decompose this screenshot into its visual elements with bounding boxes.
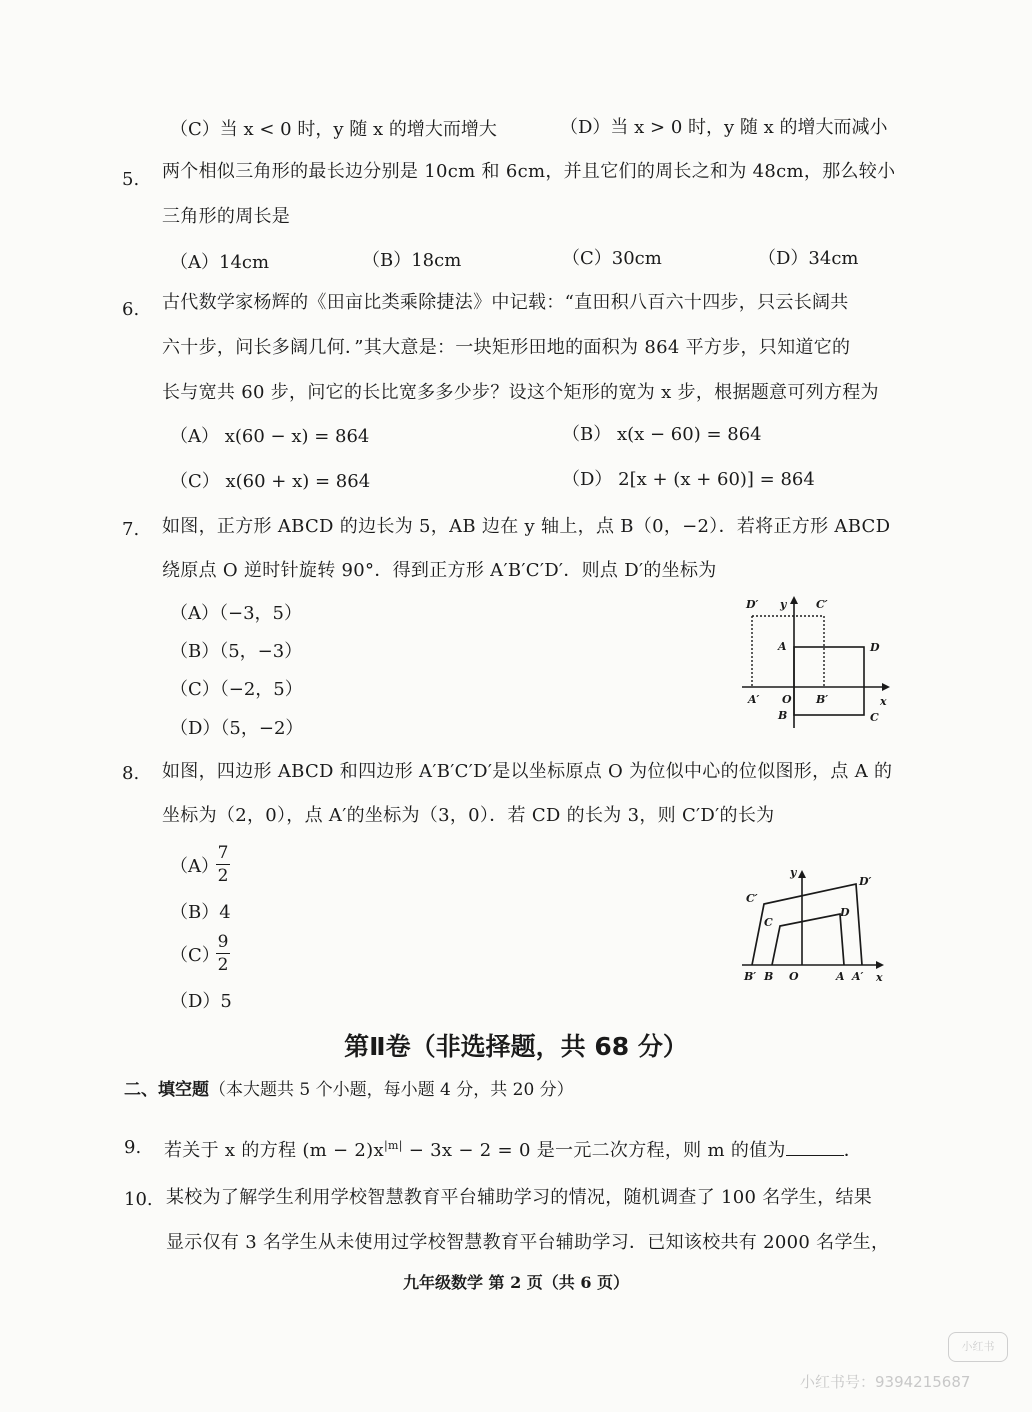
q8-number: 8.	[122, 763, 140, 784]
q7-option-c: （C）（−2，5）	[170, 679, 303, 700]
q8-label-c-prime: C′	[746, 892, 758, 905]
q7-label-b-prime: B′	[816, 693, 829, 706]
q8-text-line-1: 如图，四边形 ABCD 和四边形 A′B′C′D′是以坐标原点 O 为位似中心的位似图形，点 A 的	[162, 761, 893, 782]
q10-text-line-2: 显示仅有 3 名学生从未使用过学校智慧教育平台辅助学习．已知该校共有 2000 名学生，	[166, 1232, 890, 1253]
q8-label-a-prime: A′	[852, 970, 864, 983]
q8-text-line-2: 坐标为（2，0），点 A′的坐标为（3，0）．若 CD 的长为 3，则 C′D′的长为	[162, 805, 775, 826]
q5-option-a: （A）14cm	[170, 252, 270, 273]
q7-label-a: A	[778, 640, 787, 653]
q7-number: 7.	[122, 519, 140, 540]
q7-label-d-prime: D′	[746, 598, 759, 611]
q5-text-line-2: 三角形的周长是	[162, 206, 291, 227]
q7-option-d: （D）（5，−2）	[170, 718, 304, 739]
q7-label-x: x	[880, 695, 887, 708]
q8-label-b-prime: B′	[744, 970, 757, 983]
q8-option-a-denominator: 2	[217, 866, 229, 886]
fill-in-section-header	[124, 1078, 574, 1102]
q9-exponent: |m|	[383, 1139, 403, 1152]
q9-text	[164, 1134, 862, 1163]
q7-option-a: （A）（−3，5）	[170, 603, 302, 624]
q8-option-c-fraction	[216, 932, 230, 975]
q8-quad-abcd	[772, 914, 844, 965]
watermark-logo: 小红书	[948, 1332, 1008, 1362]
q5-option-b: （B）18cm	[362, 250, 462, 271]
page-footer: 九年级数学 第 2 页（共 6 页）	[402, 1273, 630, 1292]
q9-answer-blank	[786, 1137, 844, 1156]
q7-label-o: O	[782, 693, 792, 706]
q8-x-axis-arrow	[876, 961, 884, 969]
q8-y-axis-arrow	[798, 870, 806, 878]
q8-option-c-numerator: 9	[217, 932, 229, 952]
q6-text-line-3: 长与宽共 60 步，问它的长比宽多多少步？设这个矩形的宽为 x 步，根据题意可列方程为	[162, 382, 879, 403]
q7-label-b: B	[778, 709, 788, 722]
q9-text-before: 若关于 x 的方程 (m − 2)x	[164, 1140, 384, 1161]
q6-text-line-2: 六十步，问长多阔几何．”其大意是：一块矩形田地的面积为 864 平方步，只知道它的	[162, 337, 851, 358]
watermark-text: 小红书号：9394215687	[800, 1373, 971, 1391]
q10-text-line-1: 某校为了解学生利用学校智慧教育平台辅助学习的情况，随机调查了 100 名学生，结果	[166, 1187, 873, 1208]
q7-label-c: C	[870, 711, 879, 724]
q8-option-a-fraction	[216, 843, 230, 886]
q6-number: 6.	[122, 299, 140, 320]
q7-square-rotation-figure	[740, 592, 900, 732]
q7-label-a-prime: A′	[748, 693, 760, 706]
q8-label-c: C	[764, 916, 773, 929]
q8-option-a-numerator: 7	[217, 843, 229, 863]
q8-homothety-figure	[740, 864, 900, 988]
fraction-bar	[216, 864, 230, 865]
q6-option-b: （B） x(x − 60) = 864	[562, 424, 762, 445]
fill-in-section-desc: （本大题共 5 个小题，每小题 4 分，共 20 分）	[209, 1080, 574, 1100]
q9-number: 9.	[124, 1137, 142, 1158]
q4-option-c: （C）当 x < 0 时，y 随 x 的增大而增大	[170, 119, 497, 140]
q6-option-c: （C） x(60 + x) = 864	[170, 471, 371, 492]
q8-label-a: A	[836, 970, 845, 983]
q8-option-b: （B）4	[170, 902, 231, 923]
q5-text-line-1: 两个相似三角形的最长边分别是 10cm 和 6cm，并且它们的周长之和为 48cm，那么较小	[162, 161, 896, 182]
q9-text-after: − 3x − 2 = 0 是一元二次方程，则 m 的值为	[402, 1140, 786, 1161]
q6-text-line-1: 古代数学家杨辉的《田亩比类乘除捷法》中记载：“直田积八百六十四步，只云长阔共	[162, 292, 849, 313]
q8-label-b: B	[764, 970, 774, 983]
q8-label-d-prime: D′	[859, 875, 872, 888]
q8-option-c-denominator: 2	[217, 955, 229, 975]
q7-y-axis-arrow	[790, 596, 798, 604]
q7-label-c-prime: C′	[816, 598, 828, 611]
q7-label-y: y	[780, 598, 787, 611]
q7-square-abcd	[794, 647, 864, 715]
q6-option-a: （A） x(60 − x) = 864	[170, 426, 370, 447]
q8-option-a-label: （A）	[170, 856, 219, 877]
q5-number: 5.	[122, 169, 140, 190]
fraction-bar	[216, 953, 230, 954]
q6-option-d: （D） 2[x + (x + 60)] = 864	[562, 469, 815, 490]
q10-number: 10.	[124, 1189, 153, 1210]
q8-label-o: O	[789, 970, 799, 983]
q8-label-y: y	[790, 866, 797, 879]
q8-label-d: D	[840, 906, 850, 919]
q4-option-d: （D）当 x > 0 时，y 随 x 的增大而减小	[560, 117, 888, 138]
q9-text-end: ．	[843, 1140, 863, 1161]
q8-option-c-label: （C）	[170, 945, 220, 966]
q5-option-d: （D）34cm	[758, 248, 859, 269]
q5-option-c: （C）30cm	[562, 248, 662, 269]
q8-label-x: x	[876, 971, 883, 984]
q7-label-d: D	[870, 641, 880, 654]
q7-x-axis-arrow	[882, 683, 890, 691]
fill-in-section-label: 二、填空题	[124, 1080, 209, 1100]
section-title: 第Ⅱ卷（非选择题，共 68 分）	[344, 1032, 688, 1061]
q7-option-b: （B）（5，−3）	[170, 641, 303, 662]
q8-option-d: （D）5	[170, 991, 232, 1012]
q7-text-line-2: 绕原点 O 逆时针旋转 90°．得到正方形 A′B′C′D′．则点 D′的坐标为	[162, 560, 717, 581]
q7-text-line-1: 如图，正方形 ABCD 的边长为 5，AB 边在 y 轴上，点 B（0，−2）．若将正方形 ABCD	[162, 516, 891, 537]
